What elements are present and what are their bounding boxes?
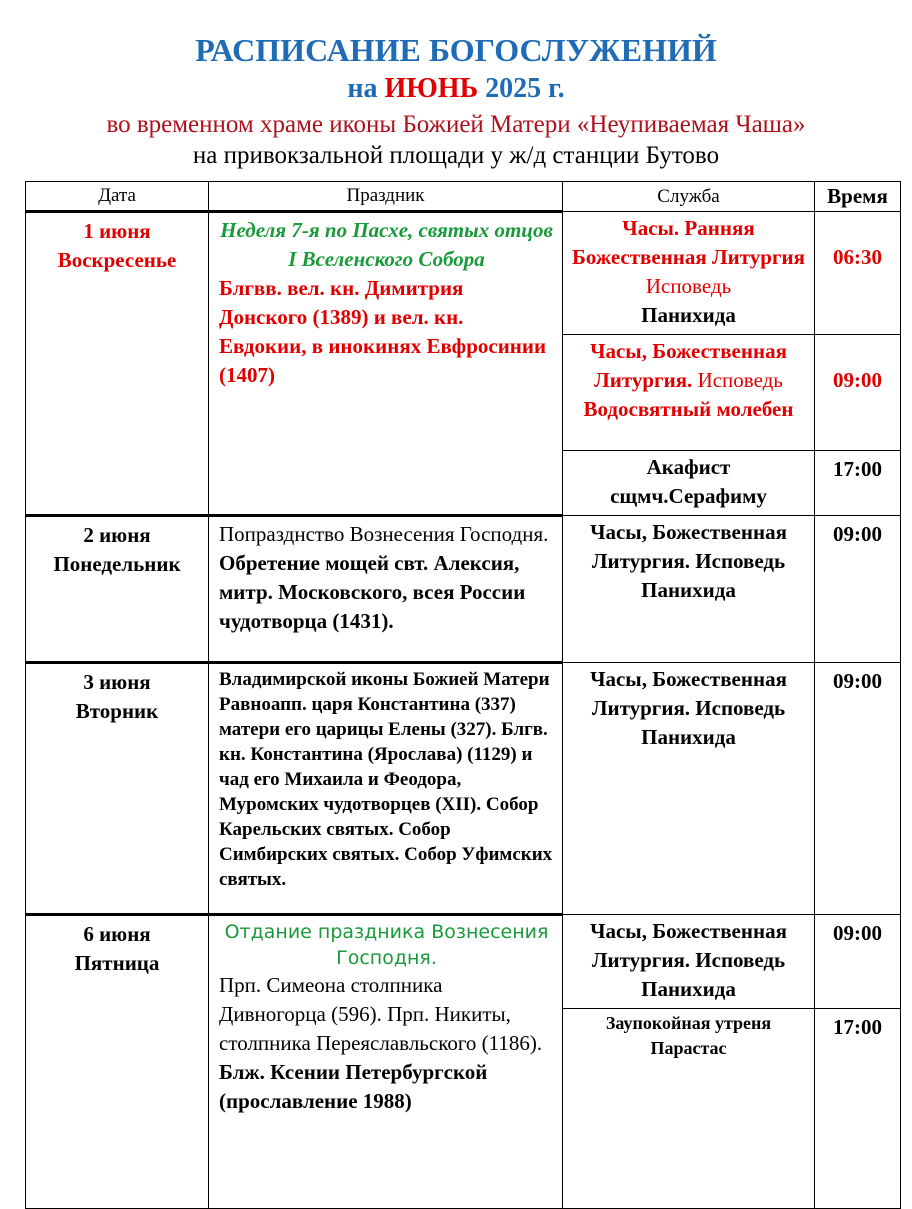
service-cell — [563, 212, 815, 335]
month-prefix: на — [347, 73, 378, 104]
service-main: Часы. Ранняя Божественная Литургия — [572, 216, 805, 269]
date-cell — [26, 212, 209, 516]
weekday: Вторник — [75, 699, 159, 723]
time-cell — [815, 1009, 901, 1209]
feast-plain: Прп. Симеона столпника Дивногорца (596). Прп. Никиты, столпника Переяславльского (1186). — [219, 973, 543, 1055]
column-header-time: Время — [815, 182, 901, 212]
service-time: 09:00 — [833, 921, 882, 945]
service-cell — [563, 335, 815, 451]
table-row — [26, 915, 901, 1009]
service-cell — [563, 915, 815, 1009]
time-cell — [815, 516, 901, 663]
weekday: Воскресенье — [57, 248, 177, 272]
table-header — [26, 182, 901, 212]
month-name: ИЮНЬ — [384, 73, 479, 104]
month-line — [0, 72, 912, 106]
service-time: 17:00 — [833, 1015, 882, 1039]
date: 2 июня — [83, 523, 151, 547]
feast-bold: Владимирской иконы Божией Матери Равноапп. царя Константина (337) матери его царицы Елены (327). Блгв. кн. Константина (Ярослава) (1129) и чад его Михаила и Феодора, Муромских чудотворцев (XII). Собор Карельских святых. Собор Симбирских святых. Собор Уфимских святых. — [219, 669, 553, 890]
service-confession: Исповедь — [697, 368, 783, 392]
church-name: во временном храме иконы Божией Матери «Неупиваемая Чаша» — [106, 111, 806, 138]
date: 6 июня — [83, 922, 151, 946]
table-row — [26, 212, 901, 335]
service-main: Часы, Божественная Литургия. Исповедь Панихида — [590, 667, 787, 749]
time-cell — [815, 335, 901, 451]
service-cell — [563, 451, 815, 516]
service-extra: Панихида — [641, 303, 736, 327]
table-row — [26, 516, 901, 663]
date: 3 июня — [83, 670, 151, 694]
time-cell — [815, 212, 901, 335]
feast-green: Неделя 7-я по Пасхе, святых отцов I Вселенского Собора — [220, 218, 553, 271]
date-cell — [26, 516, 209, 663]
service-time: 09:00 — [833, 368, 882, 392]
service-cell — [563, 1009, 815, 1209]
service-time: 09:00 — [833, 522, 882, 546]
service-main: Заупокойная утреня Парастас — [605, 1013, 772, 1058]
time-cell — [815, 451, 901, 516]
feast-green: Отдание праздника Вознесения Господня. — [224, 921, 549, 969]
feast-cell — [209, 516, 563, 663]
date-cell — [26, 915, 209, 1209]
feast-cell — [209, 663, 563, 915]
weekday: Пятница — [74, 951, 160, 975]
feast-bold: Блж. Ксении Петербургской (прославление 1988) — [219, 1060, 488, 1113]
feast-cell — [209, 212, 563, 516]
date: 1 июня — [83, 219, 151, 243]
service-extra: Водосвятный молебен — [583, 397, 794, 421]
year: 2025 г. — [485, 73, 565, 104]
service-main: Часы, Божественная Литургия. — [590, 339, 787, 392]
schedule-table — [25, 181, 901, 1209]
column-header-feast: Праздник — [209, 182, 563, 212]
church-place: на привокзальной площади у ж/д станции Бутово — [192, 142, 720, 169]
service-time: 17:00 — [833, 457, 882, 481]
weekday: Понедельник — [53, 552, 181, 576]
date-cell — [26, 663, 209, 915]
table-row — [26, 663, 901, 915]
feast-bold: Обретение мощей свт. Алексия, митр. Московского, всея России чудотворца (1431). — [219, 551, 526, 633]
service-confession: Исповедь — [645, 274, 732, 298]
feast-red: Блгвв. вел. кн. Димитрия Донского (1389) и вел. кн. Евдокии, в инокинях Евфросинии (1407) — [219, 276, 547, 387]
column-header-service: Служба — [563, 182, 815, 212]
service-cell — [563, 663, 815, 915]
service-time: 06:30 — [833, 245, 882, 269]
service-main: Часы, Божественная Литургия. Исповедь Панихида — [590, 520, 787, 602]
service-main: Акафист сщмч.Серафиму — [610, 455, 767, 508]
feast-plain: Попразднство Вознесения Господня. — [219, 522, 549, 546]
feast-cell — [209, 915, 563, 1209]
service-cell — [563, 516, 815, 663]
page-title: РАСПИСАНИЕ БОГОСЛУЖЕНИЙ — [195, 32, 717, 68]
column-header-date: Дата — [26, 182, 209, 212]
time-cell — [815, 915, 901, 1009]
service-time: 09:00 — [833, 669, 882, 693]
time-cell — [815, 663, 901, 915]
service-main: Часы, Божественная Литургия. Исповедь Панихида — [590, 919, 787, 1001]
